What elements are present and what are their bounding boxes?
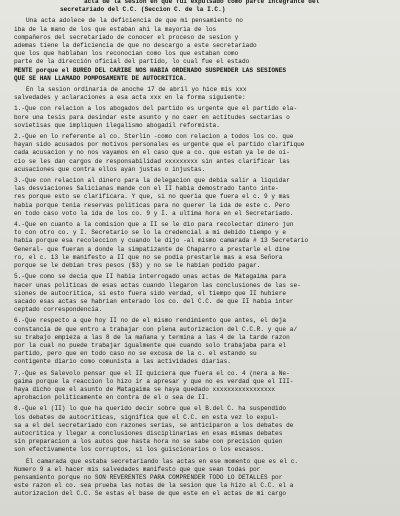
point-line: las desviaciones Salicianas mande con el II habia demostrado tanto inte- (14, 185, 279, 193)
point-line: sovietisas que impliquen ilegalismo abogadil reformista. (14, 121, 220, 129)
point-3 (14, 177, 392, 218)
point-line: 8.-Que el (II) lo que ha querido decir sobre que el B.del C. ha suspendido (14, 405, 287, 413)
intro-line: MENTE porque el BUREO DEL CARIBE NOS HABIA ORDENADO SUSPENDER LAS SESIONES (14, 66, 287, 74)
session-paragraph (14, 86, 392, 102)
point-5 (14, 273, 392, 314)
point-line: los debates de autocriticas, significa que el C.C. en esta vez lo expul- (14, 413, 279, 421)
point-line: 4.-Que en cuanto a la comision que a II se le dio para recolectar dinero jun (14, 221, 294, 229)
closing-paragraph (14, 458, 392, 499)
header-block (14, 0, 392, 14)
intro-line: que los que hablaban los reconocian como los que estaban como (14, 50, 239, 58)
point-line: aprobacion politicamente en contra de el o sea de II. (14, 394, 209, 402)
point-line: gaima porque la reaccion lo hizo ir a apresar y que no es verdad que el III- (14, 377, 294, 385)
point-line: su trabajo empieza a las 8 de la mañana y termina a las 4 de la tarde razon (14, 333, 290, 341)
intro-line: iba de la mano de los que estaban ahi la mayoria de los (14, 25, 217, 33)
header-line: secretariado del C.C. (Seccion C. de la I.C.) (60, 6, 226, 14)
point-line: ceptado correspondencia. (14, 306, 103, 314)
intro-paragraph (14, 17, 392, 83)
point-line: en todo caso voto la ida de los co. 9 y I. a ultima hora en el Secretariado. (14, 209, 294, 217)
point-line: 6.-Que respecto a que hoy II no de el mismo rendimiento que antes, el deja (14, 317, 287, 325)
point-line: 1.-Que con relacion a los abogados del partido es urgente que el partido ela- (14, 105, 298, 113)
point-8 (14, 405, 392, 454)
session-line: En la sesion ordinaria de anoche 17 de abril yo hice mis xxx (26, 86, 247, 94)
header-line: acta de la sesion en que fui expulsado como parte integrante del (84, 0, 320, 5)
intro-line: Una acta adolece de la deficiencia de que mi pensamiento no (26, 17, 243, 25)
point-line: hayan sido acusados por motivos personales es urgente que el partido clarifique (14, 141, 305, 149)
point-line: to con otro co. y I. Secretario se lo la credencial a mi debido tiempo y e (14, 229, 287, 237)
point-line: por la cual no puede trabajar igualmente que cuando solo trabajaba para el (14, 341, 287, 349)
point-line: siones de autocritica, si esto fuera sido verdad, el tiempo que II hubiere (14, 289, 287, 297)
point-line: habia porque esa recoleccion y cuando le dijo -al mismo camarada # 13 Secretario (14, 237, 309, 245)
closing-line: autorizacion del C.C. Se estas el base de que este en el actas de mi cargo (14, 490, 287, 498)
closing-line: pensamiento porque no SON REVERENTES PARA COMPRENDER TODO LO DETALLES por (14, 473, 283, 481)
point-line: 5.-Que como se decia que II habia interrogado unas actas de Matagaima para (14, 273, 287, 281)
closing-line: este razon el co. sea prueba las notas de la sesion que la hizo al C.C. el a (14, 482, 294, 490)
session-line: salvedades y aclaraciones a esa acta xxx en la forma siguiente: (14, 94, 246, 102)
point-line: porque se le debian tres pesos ($3) y no se le habian podido pagar. (14, 262, 261, 270)
point-1 (14, 105, 392, 130)
point-line: bore una tesis para desindar este asunto y no caer en actitudes sectarias o (14, 113, 290, 121)
point-line: General- que fueran a donde la simpatizante de Chaparro a prestarle el dine (14, 245, 290, 253)
intro-line: ademas tiene la deficiencia de que no descargo a este secretariado (14, 42, 257, 50)
point-line: 2.-Que en lo referente al co. Sterlin -como con relacion a todos los co. que (14, 133, 294, 141)
point-line: hacer unas politicas de esas actas cuando llegaron las conclusiones de las se- (14, 281, 301, 289)
point-line: sin preparacion a los autos que hasta hora no se sabe con precision quien (14, 438, 283, 446)
point-2 (14, 133, 392, 174)
point-line: habia porque tenia reservas politicas para no querer la ida de este c. Pero (14, 201, 290, 209)
closing-line: El camarada que estaba secretariando las actas en ese momento que es el c. (26, 457, 299, 465)
point-line: cada acusacion y no nos vayamos en el caso que a co. que estan ya le de oi- (14, 149, 290, 157)
point-line: cio se les dan cargos de responsabilidad xxxxxxxxx sin antes clarificar las (14, 157, 290, 165)
point-line: contigente diario como comunista a las actividades diarias. (14, 358, 231, 366)
point-line: sa a el del secretariado con razones serias, se anticiparon a los debates de (14, 421, 294, 429)
point-line: autocritica y llegar a conclusiones disciplinarias en esas mismas debates (14, 429, 283, 437)
point-line: partido, pero que en todo caso no se excusa de la c. el estando su (14, 350, 257, 358)
point-line: ro, el c. 13 le manifesto a II que no se podia prestarle mas a esa Señora (14, 253, 283, 261)
point-line: haya dicho que el asunto de Matagaima se haya quedado xxxxxxxxxxxxxxxxx (14, 385, 276, 393)
point-line: acusaciones que contra ellos ayan justas o injustas. (14, 165, 206, 173)
point-line: 3.-Que con relacion al dinero para la delegacion que debia salir a liquidar (14, 177, 290, 185)
closing-line: Numero 9 a el hacer mis salvedades manifesto que que sean todas por (14, 465, 261, 473)
intro-line: parte de la dirección oficial del partido, lo cual fue el estado (14, 58, 250, 66)
point-line: constancia de que entro a trabajar con plena autorizacion del C.C.R. y que a/ (14, 325, 298, 333)
point-7 (14, 370, 392, 403)
point-line: sacado esas actas se habrian enterado los co. del C.C. de que II habia inter (14, 297, 294, 305)
intro-line: compañeros del secretariado de conocer el proceso de sesion y (14, 33, 239, 41)
point-4 (14, 221, 392, 270)
point-line: res porque esto se clarificara. Y que, si no queria que fuera el c. 9 y mas (14, 193, 290, 201)
point-6 (14, 317, 392, 366)
point-line: 7.-Que es Salevolo pensar que el II quiciera que fuera el co. 4 (nera a Ne- (14, 369, 290, 377)
intro-line: QUE SE HAN LLAMADO POMPOSAMENTE DE AUTOCRITICA. (14, 74, 187, 82)
point-line: son efectivamente los corruptos, si los guiscionarios o los escasos. (14, 446, 265, 454)
